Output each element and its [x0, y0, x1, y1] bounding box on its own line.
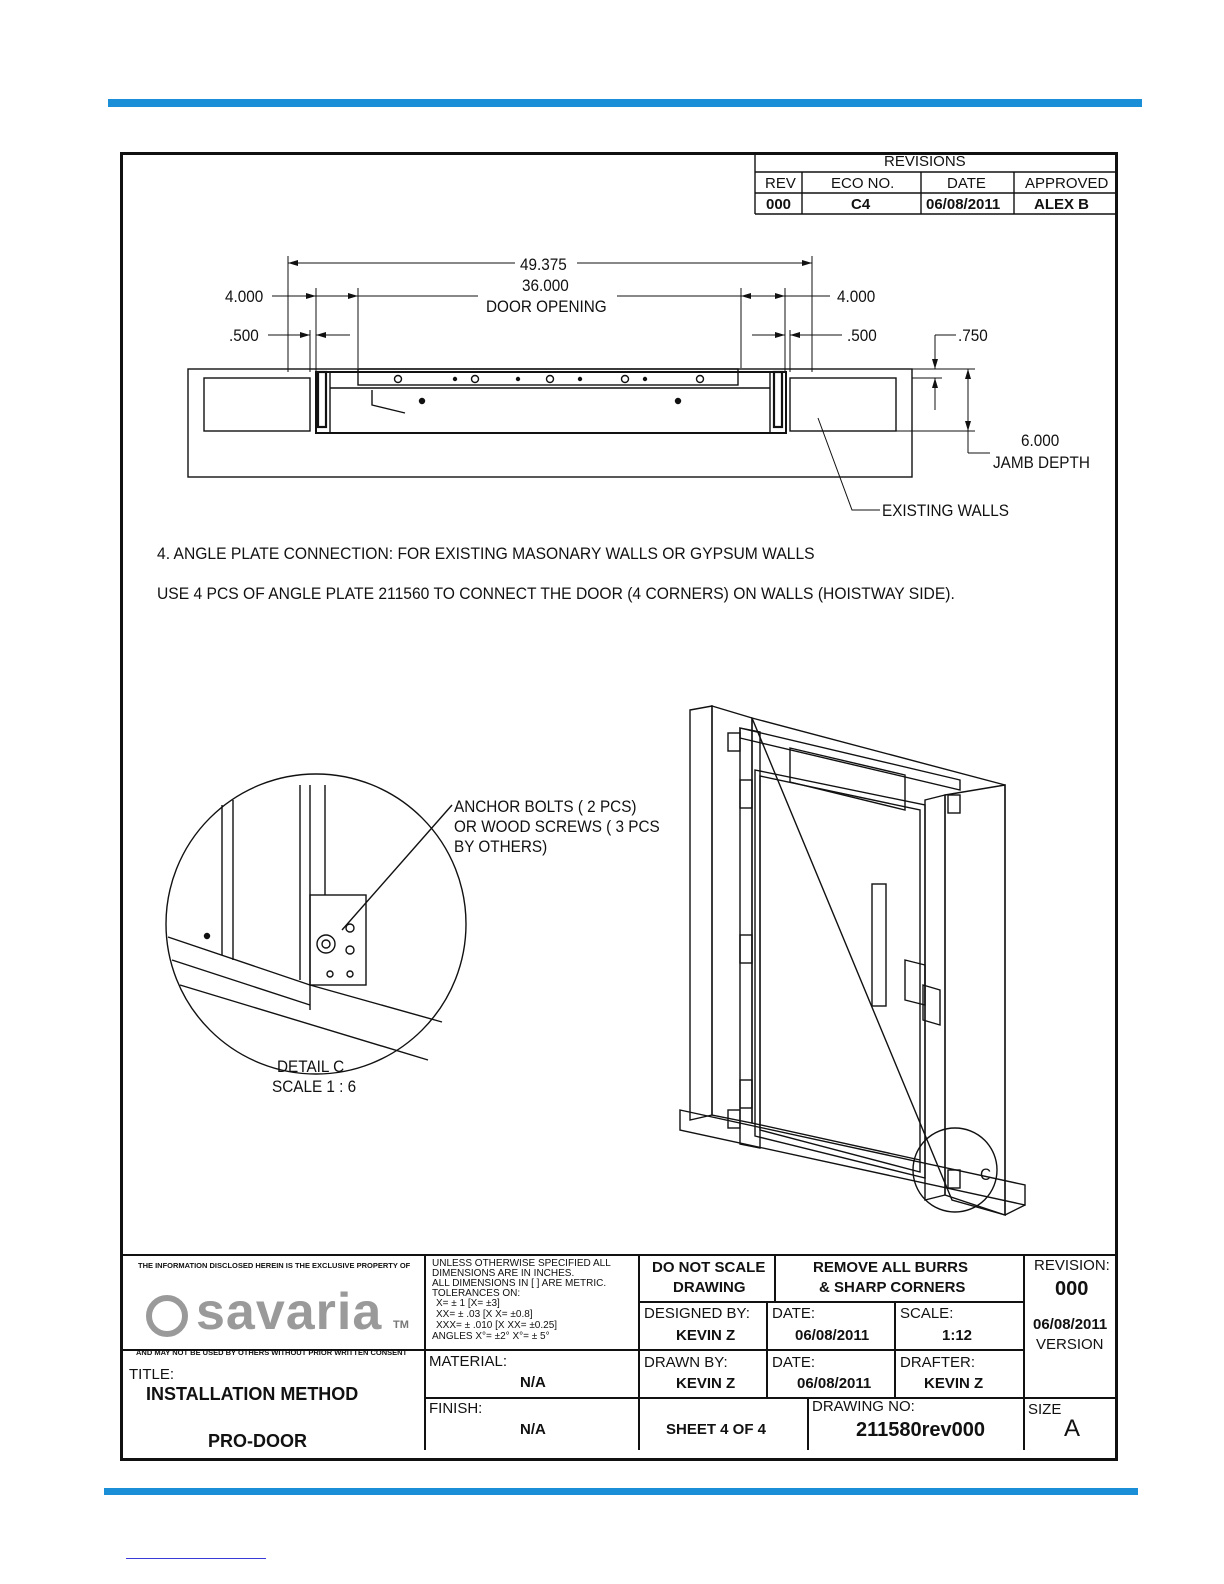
dim-right-500: .500	[847, 326, 877, 345]
tolerance-line-5: X= ± 1 [X= ±3]	[436, 1298, 500, 1309]
date-col-header: DATE	[947, 175, 986, 192]
plan-view	[188, 369, 912, 477]
date-value: 06/08/2011	[926, 196, 1001, 213]
date-label-1: DATE:	[772, 1305, 816, 1322]
detail-name: DETAIL C	[277, 1057, 345, 1076]
isometric-door	[680, 706, 1025, 1215]
dimension-arrows	[288, 260, 971, 431]
scale-label: SCALE:	[900, 1305, 954, 1322]
date-value-2: 06/08/2011	[797, 1375, 872, 1392]
rev-col-header: REV	[765, 175, 796, 192]
size-label: SIZE	[1028, 1401, 1062, 1418]
designed-label: DESIGNED BY:	[644, 1305, 750, 1322]
date-value-1: 06/08/2011	[795, 1327, 870, 1344]
dim-opening-label: DOOR OPENING	[486, 297, 607, 316]
burrs-2: & SHARP CORNERS	[819, 1279, 966, 1296]
material-value: N/A	[520, 1374, 546, 1391]
rev-value: 000	[766, 196, 792, 213]
detail-scale: SCALE 1 : 6	[272, 1077, 357, 1096]
tolerance-line-6: XX= ± .03 [X X= ±0.8]	[436, 1309, 533, 1320]
company-logo: savaria	[196, 1283, 383, 1341]
burrs-1: REMOVE ALL BURRS	[813, 1259, 969, 1276]
drawn-label: DRAWN BY:	[644, 1354, 728, 1371]
tolerance-line-2: DIMENSIONS ARE IN INCHES.	[432, 1268, 575, 1279]
material-label: MATERIAL:	[429, 1353, 508, 1370]
approved-col-header: APPROVED	[1025, 175, 1109, 192]
revision-label: REVISION:	[1034, 1257, 1110, 1274]
detail-marker: C	[980, 1165, 992, 1184]
drafter-value: KEVIN Z	[924, 1375, 984, 1392]
drawn-value: KEVIN Z	[676, 1375, 736, 1392]
dim-jamb-label: JAMB DEPTH	[993, 453, 1090, 472]
existing-walls-label: EXISTING WALLS	[882, 501, 1009, 520]
dim-overall: 49.375	[520, 255, 567, 274]
detail-c-circle	[166, 774, 466, 1074]
note-step-4: 4. ANGLE PLATE CONNECTION: FOR EXISTING MASONARY WALLS OR GYPSUM WALLS	[157, 544, 815, 563]
dim-left-4: 4.000	[225, 287, 264, 306]
drawing-title-2: PRO-DOOR	[208, 1431, 307, 1451]
date-label-2: DATE:	[772, 1354, 816, 1371]
dim-right-4: 4.000	[837, 287, 876, 306]
sheet-number: SHEET 4 OF 4	[666, 1421, 767, 1438]
dimension-lines	[268, 256, 990, 510]
savaria-swirl-icon	[146, 1295, 188, 1337]
title-label: TITLE:	[129, 1366, 175, 1383]
footer-link-underline	[126, 1558, 266, 1559]
callout-line-2: OR WOOD SCREWS ( 3 PCS	[454, 817, 660, 836]
designed-value: KEVIN Z	[676, 1327, 736, 1344]
drawing-no-label: DRAWING NO:	[812, 1398, 915, 1415]
dim-left-500: .500	[229, 326, 259, 345]
note-use: USE 4 PCS OF ANGLE PLATE 211560 TO CONNECT THE DOOR (4 CORNERS) ON WALLS (HOISTWAY SIDE).	[157, 584, 955, 603]
property-notice-bottom: AND MAY NOT BE USED BY OTHERS WITHOUT PRIOR WRITTEN CONSENT	[136, 1348, 408, 1357]
logo-tm: TM	[393, 1319, 409, 1331]
finish-label: FINISH:	[429, 1400, 483, 1417]
drawing-no-value: 211580rev000	[856, 1419, 986, 1441]
drafter-label: DRAFTER:	[900, 1354, 975, 1371]
dim-jamb: 6.000	[1021, 431, 1060, 450]
eco-col-header: ECO NO.	[831, 175, 895, 192]
tolerance-line-1: UNLESS OTHERWISE SPECIFIED ALL	[432, 1258, 611, 1269]
finish-value: N/A	[520, 1421, 546, 1438]
size-value: A	[1064, 1415, 1081, 1442]
dim-750: .750	[958, 326, 988, 345]
do-not-scale-2: DRAWING	[673, 1279, 746, 1296]
eco-value: C4	[851, 196, 871, 213]
tolerance-line-4: TOLERANCES ON:	[432, 1288, 521, 1299]
do-not-scale-1: DO NOT SCALE	[652, 1259, 766, 1276]
revision-value: 000	[1055, 1278, 1089, 1300]
dim-opening: 36.000	[522, 276, 569, 295]
callout-line-1: ANCHOR BOLTS ( 2 PCS)	[454, 797, 637, 816]
callout-line-3: BY OTHERS)	[454, 837, 548, 856]
tolerance-line-8: ANGLES X°= ±2° X°= ± 5°	[432, 1331, 550, 1342]
revision-date: 06/08/2011	[1033, 1316, 1108, 1333]
approved-value: ALEX B	[1034, 196, 1090, 213]
drawing-title-1: INSTALLATION METHOD	[146, 1384, 359, 1404]
tolerance-line-3: ALL DIMENSIONS IN [ ] ARE METRIC.	[432, 1278, 607, 1289]
revisions-heading: REVISIONS	[884, 153, 966, 170]
version-label: VERSION	[1036, 1336, 1104, 1353]
footer-rule	[104, 1488, 1138, 1495]
property-notice-top: THE INFORMATION DISCLOSED HEREIN IS THE EXCLUSIVE PROPERTY OF	[138, 1261, 411, 1270]
tolerance-line-7: XXX= ± .010 [X XX= ±0.25]	[436, 1320, 558, 1331]
scale-value: 1:12	[942, 1327, 973, 1344]
